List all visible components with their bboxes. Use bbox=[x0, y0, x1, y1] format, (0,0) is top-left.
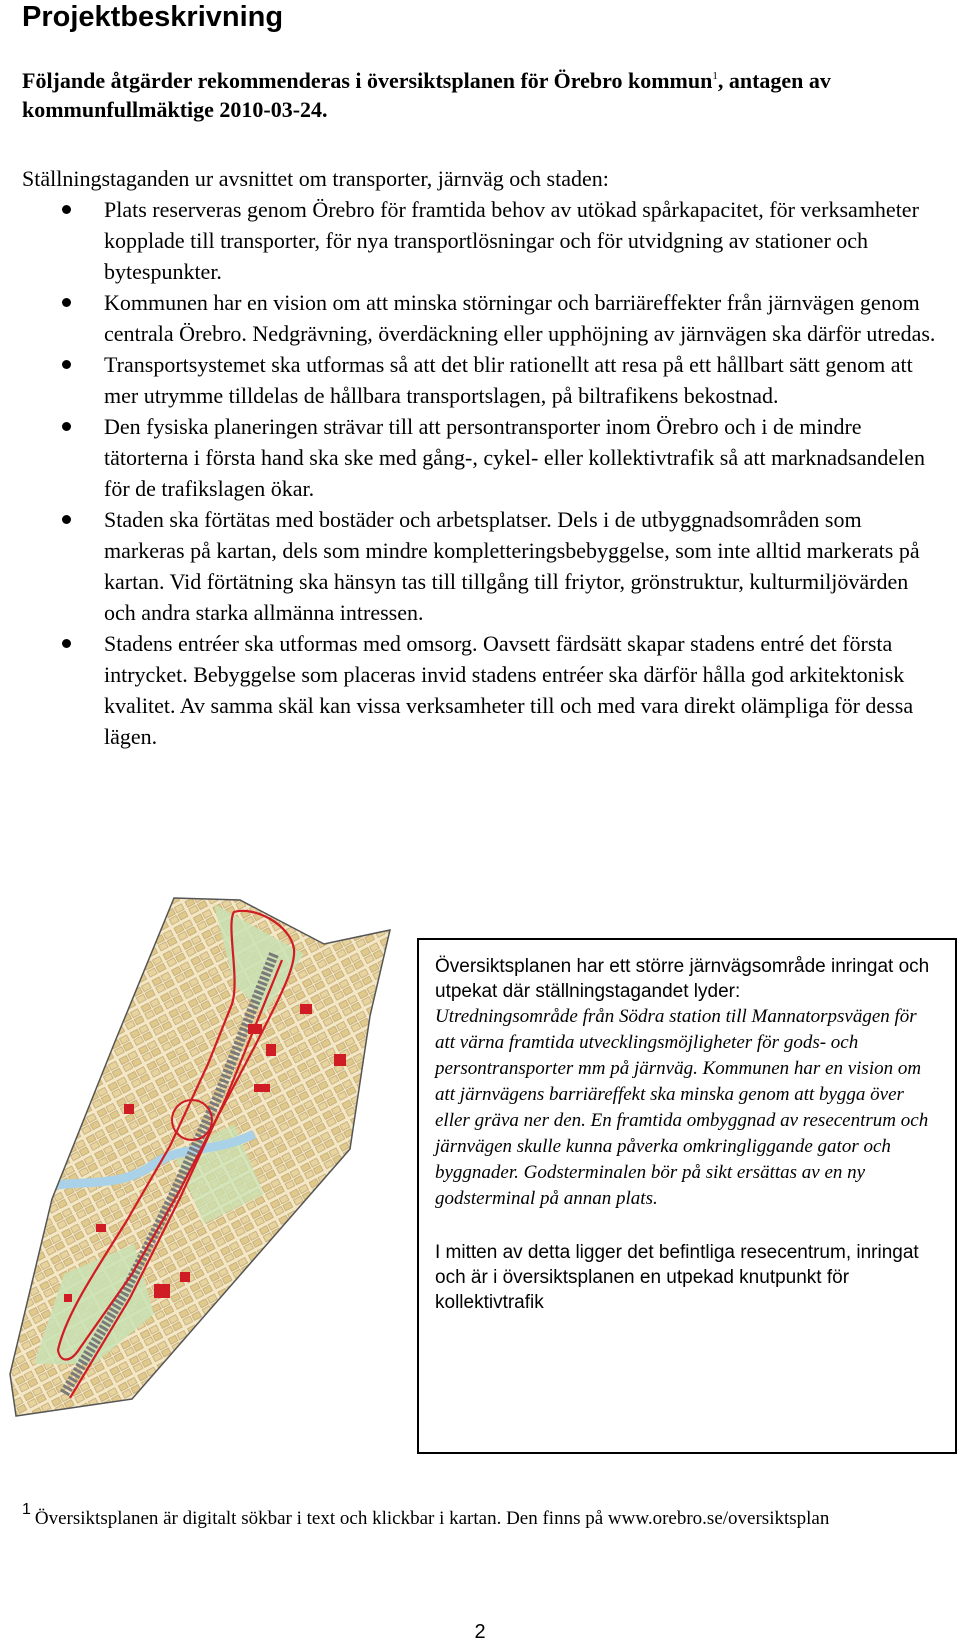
bullet-list bbox=[22, 194, 942, 752]
building-marker bbox=[300, 1004, 312, 1014]
list-item-text: Plats reserveras genom Örebro för framtida behov av utökad spårkapacitet, för verksamheter kopplade till transporter, för nya transportlösningar och för utvidgning av stationer och bytespunkter. bbox=[104, 197, 919, 284]
footnote-text: Översiktsplanen är digitalt sökbar i text och klickbar i kartan. Den finns på www.orebro.se/oversiktsplan bbox=[34, 1508, 830, 1529]
list-item-text: Staden ska förtätas med bostäder och arbetsplatser. Dels i de utbyggnadsområden som markeras på kartan, dels som mindre kompletteringsbebyggelse, som inte alltid markerats på kartan. Vid förtätning ska hänsyn tas till tillgång till friytor, grönstruktur, kulturmiljövärden och andra starka allmänna intressen. bbox=[104, 507, 920, 625]
info-box-intro: Översiktsplanen har ett större järnvägsområde inringat och utpekat där ställningstagandet lyder: bbox=[435, 956, 930, 1002]
map-image bbox=[4, 894, 414, 1454]
page-heading: Projektbeskrivning bbox=[22, 1, 284, 33]
list-item bbox=[22, 194, 942, 287]
building-marker bbox=[254, 1084, 270, 1092]
list-item-text: Kommunen har en vision om att minska störningar och barriäreffekter från järnvägen genom centrala Örebro. Nedgrävning, överdäckning eller upphöjning av järnvägen ska därför utredas. bbox=[104, 290, 936, 346]
list-item-text: Transportsystemet ska utformas så att det blir rationellt att resa på ett hållbart sätt genom att mer utrymme tilldelas de hållbara transportslagen, på biltrafikens bekostnad. bbox=[104, 352, 913, 408]
lead-text: Ställningstaganden ur avsnittet om transporter, järnväg och staden: bbox=[22, 166, 609, 191]
building-marker bbox=[96, 1224, 106, 1232]
list-item bbox=[22, 349, 942, 411]
info-box bbox=[417, 938, 957, 1454]
footnote-reference[interactable]: 1 bbox=[712, 70, 718, 82]
bullet-icon bbox=[62, 298, 71, 307]
bullet-icon bbox=[62, 639, 71, 648]
footnote bbox=[22, 1501, 922, 1532]
map-content bbox=[4, 894, 414, 1454]
list-item-text: Den fysiska planeringen strävar till att persontransporter inom Örebro och i de mindre tätorterna i första hand ska ske med gång-, cykel- eller kollektivtrafik så att marknadsandelen för de trafikslagen ökar. bbox=[104, 414, 926, 501]
list-item bbox=[22, 504, 942, 628]
page-number: 2 bbox=[474, 1621, 486, 1643]
building-marker bbox=[180, 1272, 190, 1282]
bullet-icon bbox=[62, 205, 71, 214]
railway-map bbox=[4, 894, 414, 1454]
building-marker bbox=[124, 1104, 134, 1114]
list-item-text: Stadens entréer ska utformas med omsorg. Oavsett färdsätt skapar stadens entré det första intrycket. Bebyggelse som placeras invid stadens entréer ska därför hålla god arkitektonisk kvalitet. Av samma skäl kan vissa verksamheter till och med vara direkt olämpliga för dessa lägen. bbox=[104, 631, 914, 749]
intro-text: Följande åtgärder rekommenderas i översiktsplanen för Örebro kommun bbox=[22, 68, 713, 93]
footnote-marker: 1 bbox=[22, 1501, 31, 1518]
building-marker bbox=[266, 1044, 276, 1056]
info-box-second: I mitten av detta ligger det befintliga resecentrum, inringat och är i översiktsplanen en utpekad knutpunkt för kollektivtrafik bbox=[435, 1242, 919, 1313]
list-item bbox=[22, 287, 942, 349]
building-marker bbox=[334, 1054, 346, 1066]
building-marker bbox=[64, 1294, 72, 1302]
bullet-icon bbox=[62, 422, 71, 431]
building-marker bbox=[154, 1284, 170, 1298]
list-item bbox=[22, 628, 942, 752]
bullet-icon bbox=[62, 515, 71, 524]
intro-text-end: , antagen av kommunfullmäktige 2010-03-24. bbox=[22, 68, 831, 122]
info-box-quote: Utredningsområde från Södra station till Mannatorpsvägen för att värna framtida utvecklingsmöjligheter för gods- och persontransporter mm på järnväg. Kommunen har en vision om att järnvägens barriäreffekt ska minska genom att bygga över eller gräva ner den. En framtida ombyggnad av resecentrum och järnvägen skulle kunna påverka omkringliggande gator och byggnader. Godsterminalen bör på sikt ersättas av en ny godsterminal på annan plats. bbox=[435, 1006, 929, 1209]
bullet-icon bbox=[62, 360, 71, 369]
building-marker bbox=[248, 1024, 262, 1034]
intro-paragraph bbox=[22, 66, 922, 124]
list-item bbox=[22, 411, 942, 504]
